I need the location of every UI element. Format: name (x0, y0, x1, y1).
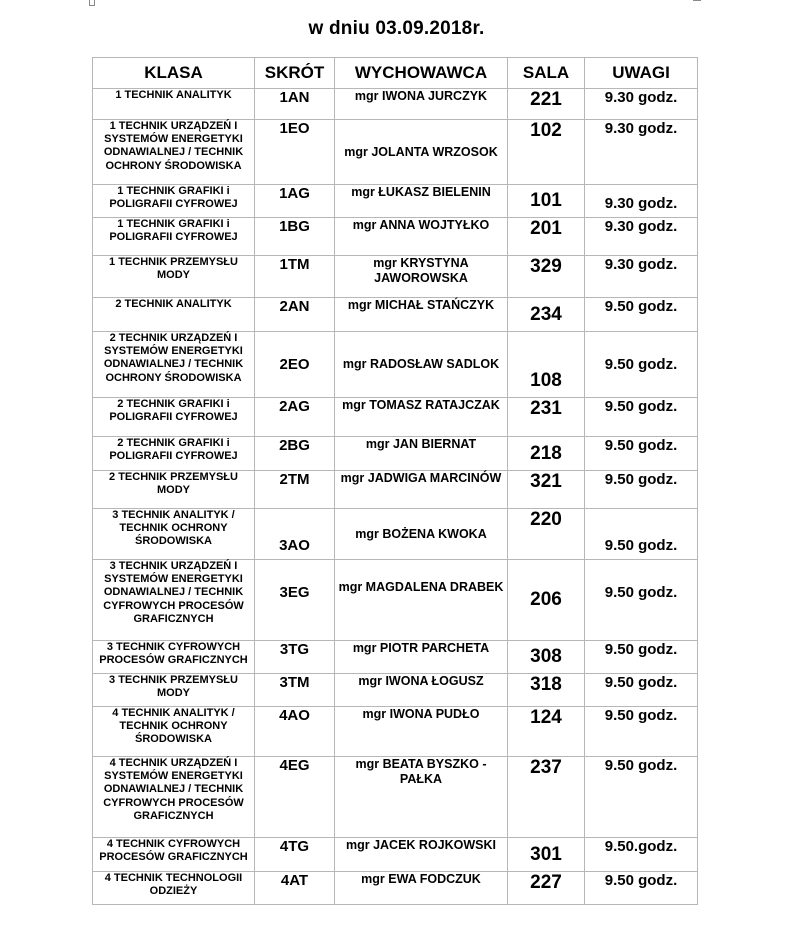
cell-uwagi: 9.50 godz. (585, 674, 698, 707)
cell-sala: 218 (508, 437, 585, 471)
cell-uwagi: 9.50 godz. (585, 707, 698, 757)
cell-uwagi: 9.30 godz. (585, 256, 698, 298)
cell-skrot: 4AT (255, 872, 335, 905)
cell-skrot: 3TM (255, 674, 335, 707)
cell-uwagi: 9.30 godz. (585, 185, 698, 218)
cell-klasa: 2 TECHNIK PRZEMYSŁU MODY (93, 471, 255, 509)
page-corner-mark-right (693, 0, 701, 1)
cell-wychowawca: mgr ŁUKASZ BIELENIN (335, 185, 508, 218)
table-row (93, 872, 698, 905)
cell-sala: 201 (508, 218, 585, 256)
cell-klasa: 2 TECHNIK GRAFIKI i POLIGRAFII CYFROWEJ (93, 398, 255, 437)
cell-wychowawca: mgr JAN BIERNAT (335, 437, 508, 471)
cell-sala: 308 (508, 641, 585, 674)
table-row (93, 757, 698, 838)
cell-klasa: 4 TECHNIK TECHNOLOGII ODZIEŻY (93, 872, 255, 905)
document-title: w dniu 03.09.2018r. (308, 18, 485, 39)
header-sala: SALA (508, 58, 585, 89)
cell-sala: 124 (508, 707, 585, 757)
cell-skrot: 2BG (255, 437, 335, 471)
table-row (93, 560, 698, 641)
header-skrot: SKRÓT (255, 58, 335, 89)
cell-wychowawca: mgr JOLANTA WRZOSOK (335, 120, 508, 185)
cell-skrot: 3EG (255, 560, 335, 641)
table-row (93, 298, 698, 332)
cell-sala: 237 (508, 757, 585, 838)
cell-wychowawca: mgr JACEK ROJKOWSKI (335, 838, 508, 872)
table-row (93, 218, 698, 256)
cell-uwagi: 9.50 godz. (585, 560, 698, 641)
cell-uwagi: 9.50 godz. (585, 757, 698, 838)
table-row (93, 398, 698, 437)
cell-sala: 227 (508, 872, 585, 905)
table-row (93, 185, 698, 218)
page-corner-mark-left (89, 0, 95, 6)
cell-wychowawca: mgr KRYSTYNA JAWOROWSKA (335, 256, 508, 298)
cell-skrot: 2TM (255, 471, 335, 509)
cell-skrot: 1TM (255, 256, 335, 298)
cell-wychowawca: mgr EWA FODCZUK (335, 872, 508, 905)
cell-sala: 101 (508, 185, 585, 218)
cell-wychowawca: mgr JADWIGA MARCINÓW (335, 471, 508, 509)
cell-sala: 301 (508, 838, 585, 872)
cell-sala: 221 (508, 89, 585, 120)
cell-uwagi: 9.50 godz. (585, 509, 698, 560)
cell-uwagi: 9.30 godz. (585, 89, 698, 120)
table-row (93, 509, 698, 560)
cell-klasa: 4 TECHNIK URZĄDZEŃ I SYSTEMÓW ENERGETYKI ODNAWIALNEJ / TECHNIK CYFROWYCH PROCESÓW GRAFICZNYCH (93, 757, 255, 838)
cell-skrot: 2AG (255, 398, 335, 437)
table-row (93, 120, 698, 185)
cell-klasa: 1 TECHNIK PRZEMYSŁU MODY (93, 256, 255, 298)
table-row (93, 838, 698, 872)
cell-uwagi: 9.50 godz. (585, 437, 698, 471)
table-row (93, 332, 698, 398)
table-header-row (93, 58, 698, 89)
table-row (93, 256, 698, 298)
table-row (93, 471, 698, 509)
cell-uwagi: 9.50 godz. (585, 398, 698, 437)
cell-uwagi: 9.50 godz. (585, 298, 698, 332)
cell-wychowawca: mgr IWONA PUDŁO (335, 707, 508, 757)
cell-uwagi: 9.50.godz. (585, 838, 698, 872)
cell-sala: 102 (508, 120, 585, 185)
table-row (93, 707, 698, 757)
cell-uwagi: 9.50 godz. (585, 332, 698, 398)
cell-wychowawca: mgr IWONA JURCZYK (335, 89, 508, 120)
cell-skrot: 2EO (255, 332, 335, 398)
cell-klasa: 2 TECHNIK GRAFIKI i POLIGRAFII CYFROWEJ (93, 437, 255, 471)
cell-uwagi: 9.30 godz. (585, 218, 698, 256)
table-row (93, 674, 698, 707)
class-schedule-table (92, 57, 698, 905)
cell-sala: 220 (508, 509, 585, 560)
header-wychowawca: WYCHOWAWCA (335, 58, 508, 89)
cell-klasa: 4 TECHNIK CYFROWYCH PROCESÓW GRAFICZNYCH (93, 838, 255, 872)
cell-sala: 321 (508, 471, 585, 509)
cell-wychowawca: mgr BEATA BYSZKO - PAŁKA (335, 757, 508, 838)
cell-uwagi: 9.50 godz. (585, 872, 698, 905)
cell-sala: 206 (508, 560, 585, 641)
cell-klasa: 2 TECHNIK URZĄDZEŃ I SYSTEMÓW ENERGETYKI ODNAWIALNEJ / TECHNIK OCHRONY ŚRODOWISKA (93, 332, 255, 398)
cell-skrot: 4TG (255, 838, 335, 872)
cell-uwagi: 9.30 godz. (585, 120, 698, 185)
cell-klasa: 4 TECHNIK ANALITYK / TECHNIK OCHRONY ŚRODOWISKA (93, 707, 255, 757)
cell-wychowawca: mgr IWONA ŁOGUSZ (335, 674, 508, 707)
cell-wychowawca: mgr MAGDALENA DRABEK (335, 560, 508, 641)
cell-skrot: 3AO (255, 509, 335, 560)
table-row (93, 89, 698, 120)
cell-skrot: 3TG (255, 641, 335, 674)
cell-klasa: 3 TECHNIK URZĄDZEŃ I SYSTEMÓW ENERGETYKI ODNAWIALNEJ / TECHNIK CYFROWYCH PROCESÓW GRAFICZNYCH (93, 560, 255, 641)
cell-wychowawca: mgr PIOTR PARCHETA (335, 641, 508, 674)
cell-skrot: 1AG (255, 185, 335, 218)
cell-uwagi: 9.50 godz. (585, 641, 698, 674)
cell-sala: 318 (508, 674, 585, 707)
cell-wychowawca: mgr TOMASZ RATAJCZAK (335, 398, 508, 437)
cell-skrot: 2AN (255, 298, 335, 332)
table-row (93, 437, 698, 471)
cell-sala: 234 (508, 298, 585, 332)
cell-klasa: 2 TECHNIK ANALITYK (93, 298, 255, 332)
cell-skrot: 1BG (255, 218, 335, 256)
cell-klasa: 3 TECHNIK PRZEMYSŁU MODY (93, 674, 255, 707)
cell-sala: 231 (508, 398, 585, 437)
header-klasa: KLASA (93, 58, 255, 89)
cell-wychowawca: mgr ANNA WOJTYŁKO (335, 218, 508, 256)
cell-klasa: 1 TECHNIK URZĄDZEŃ I SYSTEMÓW ENERGETYKI ODNAWIALNEJ / TECHNIK OCHRONY ŚRODOWISKA (93, 120, 255, 185)
cell-wychowawca: mgr BOŻENA KWOKA (335, 509, 508, 560)
cell-klasa: 1 TECHNIK GRAFIKI i POLIGRAFII CYFROWEJ (93, 218, 255, 256)
cell-skrot: 4AO (255, 707, 335, 757)
cell-skrot: 1EO (255, 120, 335, 185)
cell-klasa: 1 TECHNIK ANALITYK (93, 89, 255, 120)
cell-klasa: 1 TECHNIK GRAFIKI i POLIGRAFII CYFROWEJ (93, 185, 255, 218)
cell-sala: 329 (508, 256, 585, 298)
cell-wychowawca: mgr MICHAŁ STAŃCZYK (335, 298, 508, 332)
cell-skrot: 1AN (255, 89, 335, 120)
header-uwagi: UWAGI (585, 58, 698, 89)
table-row (93, 641, 698, 674)
cell-uwagi: 9.50 godz. (585, 471, 698, 509)
cell-sala: 108 (508, 332, 585, 398)
cell-skrot: 4EG (255, 757, 335, 838)
cell-klasa: 3 TECHNIK CYFROWYCH PROCESÓW GRAFICZNYCH (93, 641, 255, 674)
cell-wychowawca: mgr RADOSŁAW SADLOK (335, 332, 508, 398)
cell-klasa: 3 TECHNIK ANALITYK / TECHNIK OCHRONY ŚRODOWISKA (93, 509, 255, 560)
